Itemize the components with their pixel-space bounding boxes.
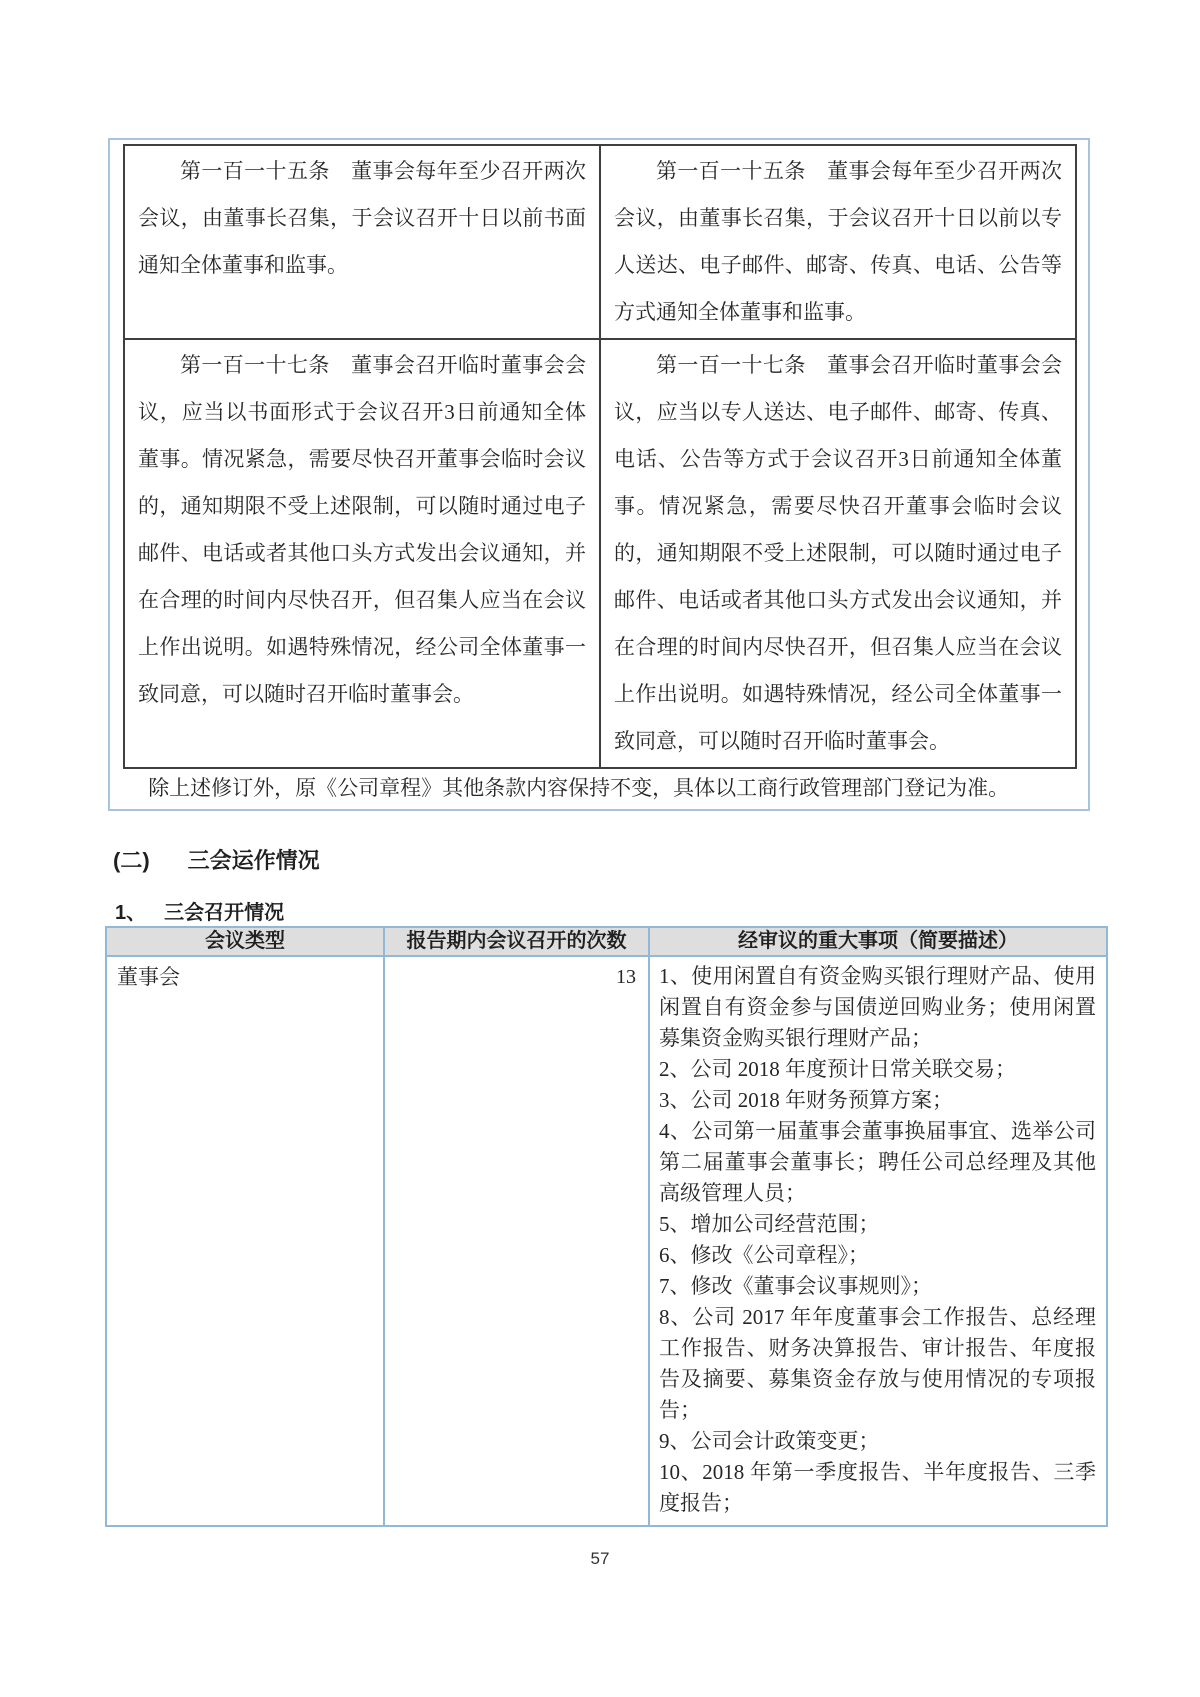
col-header-meeting-count: 报告期内会议召开的次数 bbox=[384, 927, 649, 956]
table-row-board-of-directors bbox=[106, 956, 1107, 1526]
col-header-major-matters: 经审议的重大事项（简要描述） bbox=[649, 927, 1107, 956]
charter-revision-table bbox=[123, 144, 1077, 769]
matter-item: 8、公司 2017 年年度董事会工作报告、总经理工作报告、财务决算报告、审计报告、年度报告及摘要、募集资金存放与使用情况的专项报告； bbox=[659, 1305, 1096, 1422]
charter-revision-box bbox=[108, 138, 1090, 811]
matter-item: 5、增加公司经营范围； bbox=[659, 1212, 880, 1236]
section-title: 三会运作情况 bbox=[187, 848, 320, 873]
subsection-label: 1、 bbox=[115, 902, 147, 924]
article-115-before-cell: 第一百一十五条 董事会每年至少召开两次会议，由董事长召集，于会议召开十日以前书面通知全体董事和监事。 bbox=[124, 145, 600, 339]
matter-item: 2、公司 2018 年度预计日常关联交易； bbox=[659, 1057, 1016, 1081]
col-header-meeting-type: 会议类型 bbox=[106, 927, 384, 956]
matter-item: 7、修改《董事会议事规则》； bbox=[659, 1274, 932, 1298]
matter-item: 10、2018 年第一季度报告、半年度报告、三季度报告； bbox=[659, 1460, 1096, 1515]
matter-item: 1、使用闲置自有资金购买银行理财产品、使用闲置自有资金参与国债逆回购业务；使用闲置募集资金购买银行理财产品； bbox=[659, 964, 1096, 1050]
meeting-count-cell: 13 bbox=[384, 956, 649, 1526]
meetings-table-header-row bbox=[106, 927, 1107, 956]
revision-row-article-115 bbox=[124, 145, 1076, 339]
meeting-type-cell: 董事会 bbox=[106, 956, 384, 1526]
subsection-heading bbox=[115, 896, 284, 925]
revision-note: 除上述修订外，原《公司章程》其他条款内容保持不变，具体以工商行政管理部门登记为准。 bbox=[148, 776, 1010, 800]
subsection-title: 三会召开情况 bbox=[164, 902, 285, 924]
matter-item: 3、公司 2018 年财务预算方案； bbox=[659, 1088, 953, 1112]
article-115-after-cell: 第一百一十五条 董事会每年至少召开两次会议，由董事长召集，于会议召开十日以前以专人送达、电子邮件、邮寄、传真、电话、公告等方式通知全体董事和监事。 bbox=[600, 145, 1076, 339]
section-heading bbox=[113, 844, 320, 875]
matter-item: 6、修改《公司章程》； bbox=[659, 1243, 869, 1267]
article-117-after-cell: 第一百一十七条 董事会召开临时董事会会议，应当以专人送达、电子邮件、邮寄、传真、电话、公告等方式于会议召开3日前通知全体董事。情况紧急，需要尽快召开董事会临时会议的，通知期限不受上述限制，可以随时通过电子邮件、电话或者其他口头方式发出会议通知，并在合理的时间内尽快召开，但召集人应当在会议上作出说明。如遇特殊情况，经公司全体董事一致同意，可以随时召开临时董事会。 bbox=[600, 339, 1076, 768]
major-matters-cell bbox=[649, 956, 1107, 1526]
meetings-table bbox=[105, 926, 1108, 1527]
matter-item: 4、公司第一届董事会董事换届事宜、选举公司第二届董事会董事长；聘任公司总经理及其他高级管理人员； bbox=[659, 1119, 1096, 1205]
matter-item: 9、公司会计政策变更； bbox=[659, 1429, 880, 1453]
revision-row-article-117 bbox=[124, 339, 1076, 768]
section-label: (二) bbox=[113, 848, 150, 873]
article-117-before-cell: 第一百一十七条 董事会召开临时董事会会议，应当以书面形式于会议召开3日前通知全体董事。情况紧急，需要尽快召开董事会临时会议的，通知期限不受上述限制，可以随时通过电子邮件、电话或者其他口头方式发出会议通知，并在合理的时间内尽快召开，但召集人应当在会议上作出说明。如遇特殊情况，经公司全体董事一致同意，可以随时召开临时董事会。 bbox=[124, 339, 600, 768]
page-number: 57 bbox=[590, 1549, 610, 1568]
